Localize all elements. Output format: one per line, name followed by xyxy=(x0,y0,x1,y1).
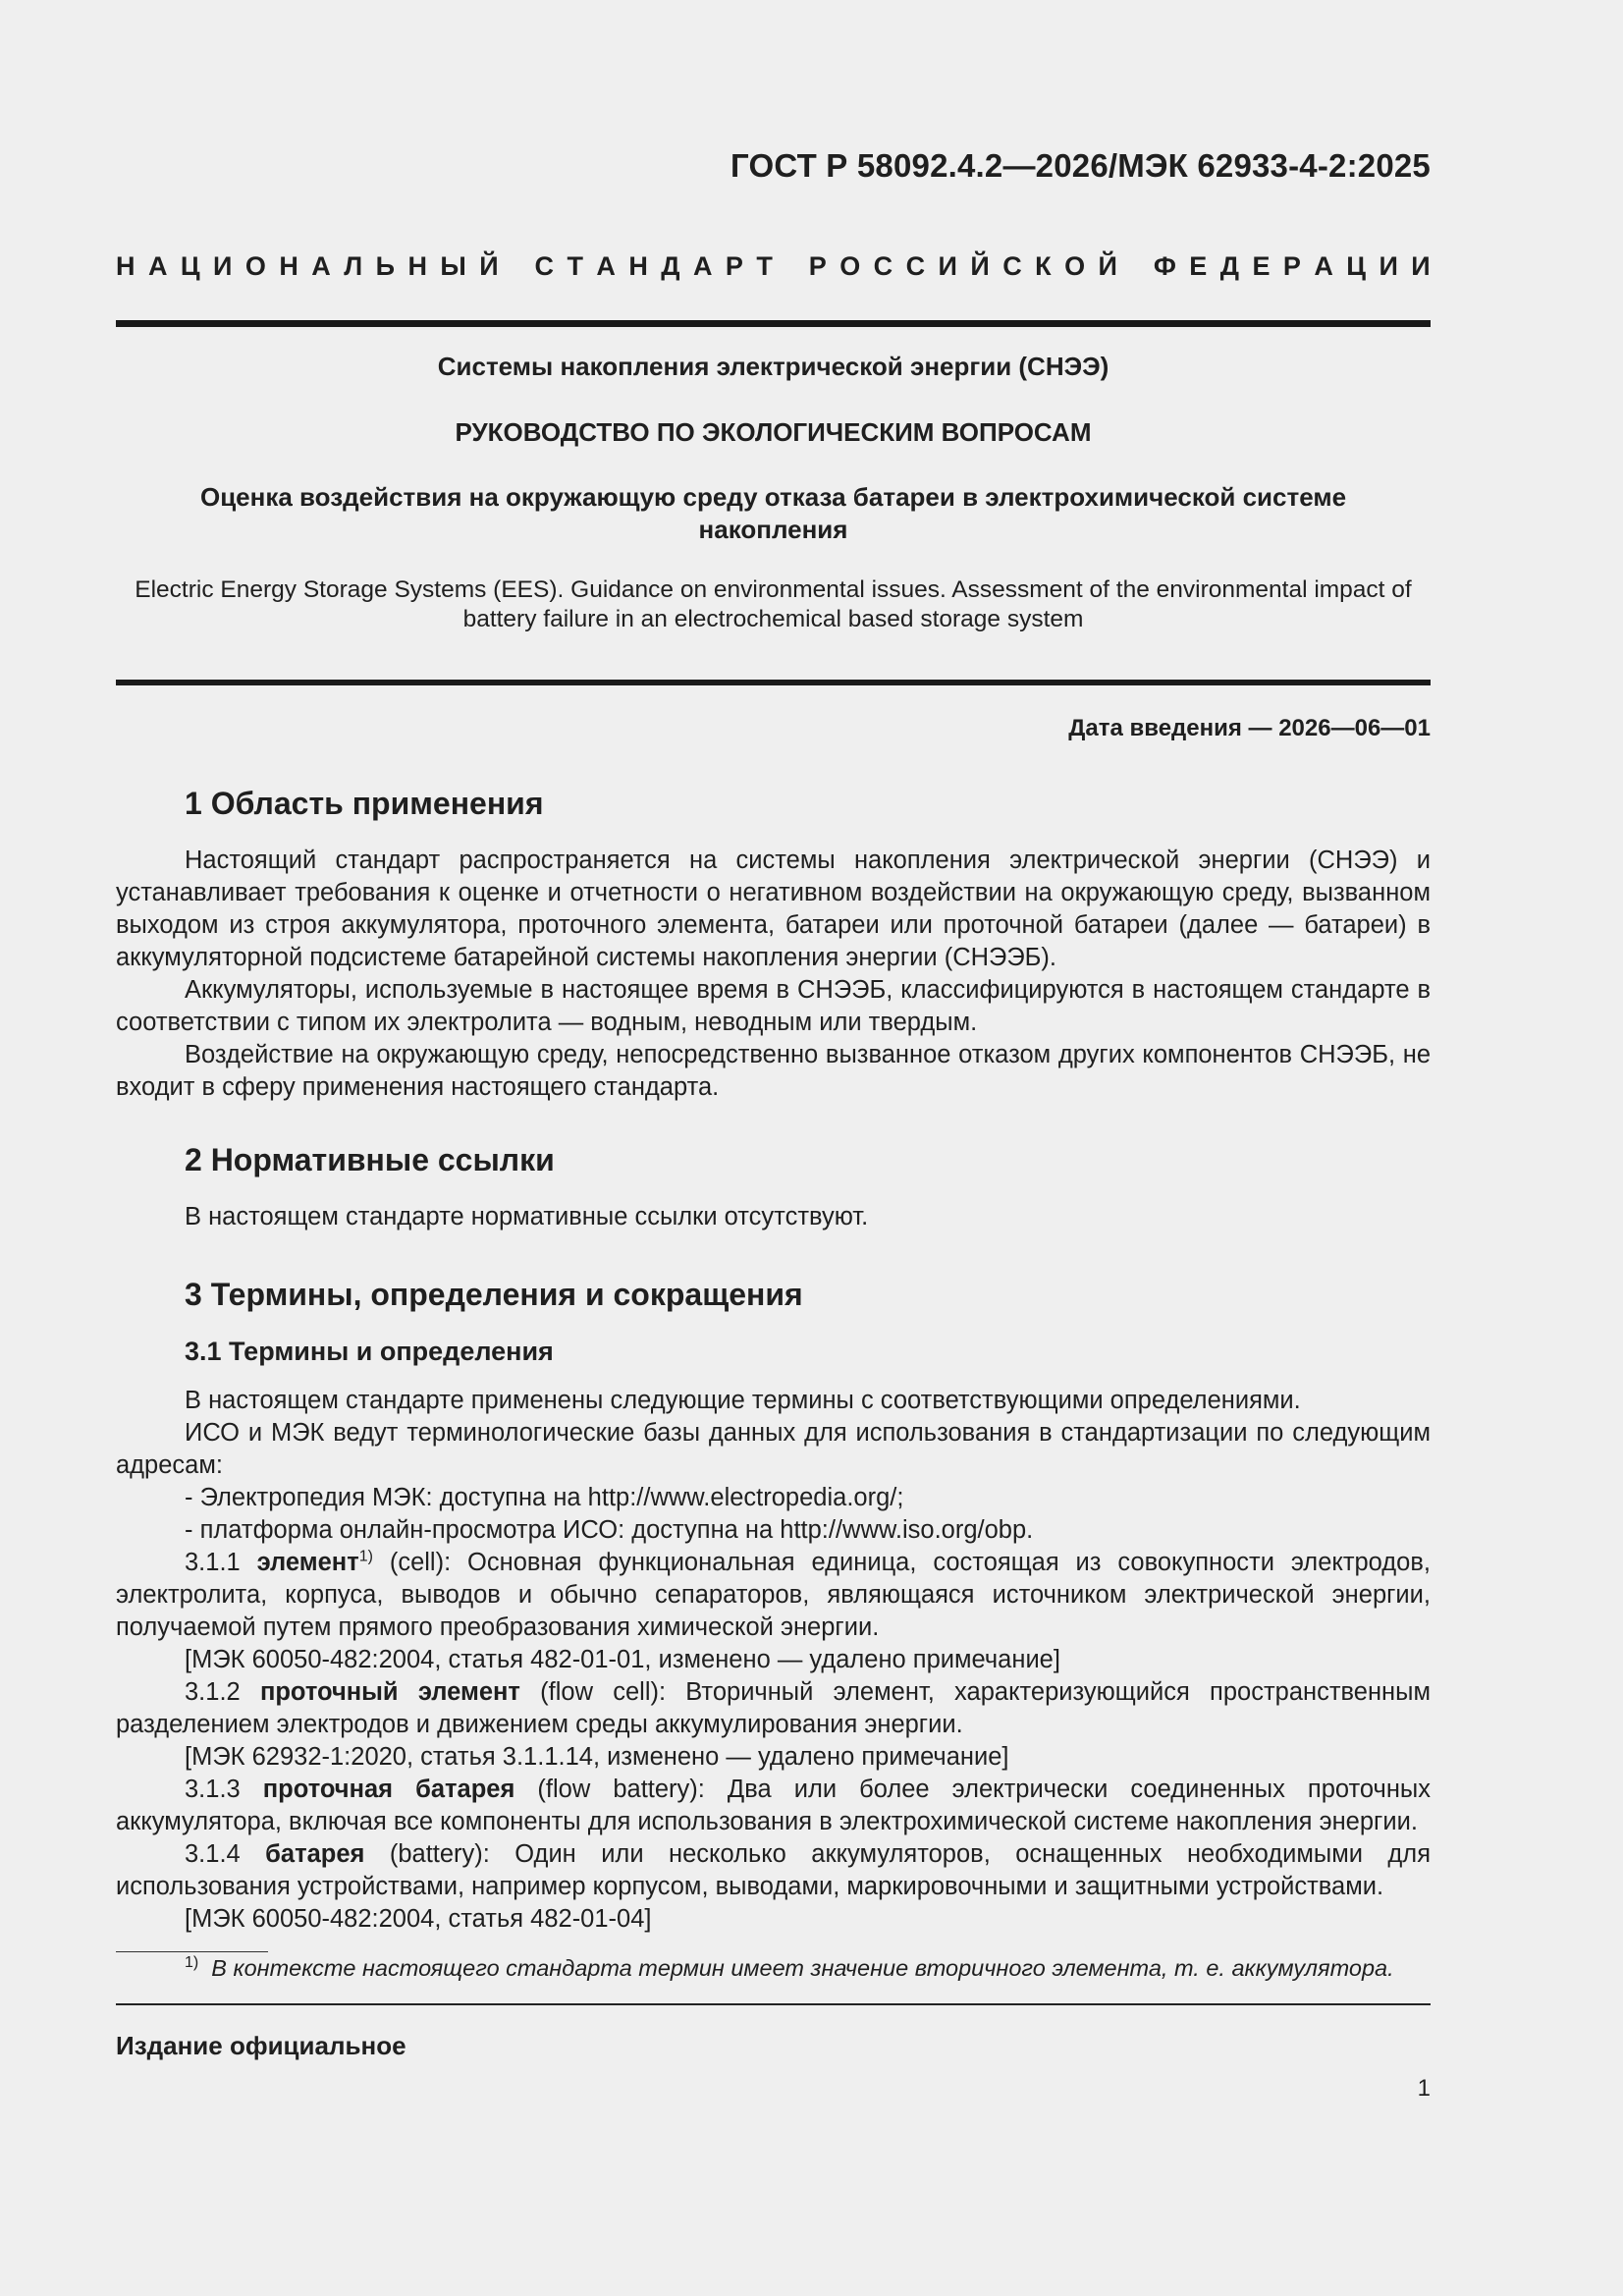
section-1-body xyxy=(116,845,1431,1104)
letter-gap xyxy=(512,251,521,282)
spaced-letter: И xyxy=(1411,251,1431,281)
term-3-1-2 xyxy=(116,1676,1431,1741)
spaced-letter: С xyxy=(873,251,893,281)
term-name: батарея xyxy=(265,1840,365,1868)
spaced-letter: И xyxy=(938,251,957,281)
spaced-letter: Д xyxy=(1219,251,1239,281)
section-3-heading: 3 Термины, определения и сокращения xyxy=(185,1277,803,1312)
term-definition: (battery): Один или несколько аккумуляторов, оснащенных необходимыми для использования устройствами, например корпусом, выводами, маркировочными и защитными устройствами. xyxy=(116,1840,1431,1900)
url-list-item: - платформа онлайн-просмотра ИСО: доступна на http://www.iso.org/obp. xyxy=(185,1516,1034,1544)
footnote-reference: 1) xyxy=(358,1548,373,1565)
spaced-letter: Й xyxy=(970,251,990,281)
term-number: 3.1.1 xyxy=(185,1549,257,1576)
term-number: 3.1.2 xyxy=(185,1678,260,1706)
spaced-letter: А xyxy=(147,251,168,281)
top-rule xyxy=(116,320,1431,327)
spaced-letter: Е xyxy=(1189,251,1208,281)
standard-designation: ГОСТ Р 58092.4.2—2026/МЭК 62933-4-2:2025 xyxy=(730,147,1431,184)
term-number: 3.1.3 xyxy=(185,1776,263,1803)
term-definition: (flow battery): Два или более электрически соединенных проточных аккумулятора, включая все компоненты для использования в электрохимической системе накопления энергии. xyxy=(116,1776,1431,1835)
spaced-letter: Н xyxy=(116,251,135,281)
spaced-letter: А xyxy=(311,251,331,281)
spaced-letter: А xyxy=(596,251,616,281)
footnote-text: В контексте настоящего стандарта термин имеет значение вторичного элемента, т. е. аккумулятора. xyxy=(211,1955,1394,1981)
term-3-1-3 xyxy=(116,1774,1431,1838)
spaced-letter: Ь xyxy=(375,251,396,281)
title-line-1: Системы накопления электрической энергии (СНЭЭ) xyxy=(437,352,1109,381)
spaced-letter: Н xyxy=(279,251,298,281)
term-name: проточная батарея xyxy=(262,1776,515,1803)
section-3-body xyxy=(116,1385,1431,1936)
letter-gap xyxy=(785,251,795,282)
spaced-letter: О xyxy=(1064,251,1086,281)
section-1-paragraph: Воздействие на окружающую среду, непосредственно вызванное отказом других компонентов СНЭЭБ, не входит в сферу применения настоящего стандарта. xyxy=(116,1041,1431,1101)
term-definition: (cell): Основная функциональная единица, состоящая из совокупности электродов, электролита, корпуса, выводов и обычно сепараторов, являющаяся источником электрической энергии, получаемой путем прямого преобразования химической энергии. xyxy=(116,1549,1431,1641)
letter-gap xyxy=(1130,251,1140,282)
spaced-letter: Т xyxy=(567,251,583,281)
national-standard-heading xyxy=(116,251,1431,282)
document-page xyxy=(116,0,1431,2296)
spaced-letter: Ф xyxy=(1153,251,1176,281)
footnote xyxy=(185,1955,1431,1982)
official-edition-label: Издание официальное xyxy=(116,2031,406,2060)
spaced-letter: С xyxy=(1002,251,1022,281)
spaced-letter: Н xyxy=(628,251,648,281)
spaced-letter: Ц xyxy=(180,251,200,281)
title-line-2: РУКОВОДСТВО ПО ЭКОЛОГИЧЕСКИМ ВОПРОСАМ xyxy=(455,417,1092,447)
spaced-letter: И xyxy=(1379,251,1398,281)
footnote-separator xyxy=(116,1951,268,1952)
footnote-mark: 1) xyxy=(185,1954,199,1972)
section-1-paragraph: Настоящий стандарт распространяется на системы накопления электрической энергии (СНЭЭ) и устанавливает требования к оценке и отчетности о негативном воздействии на окружающую среду, вызванном выходом из строя аккумулятора, проточного элемента, батареи или проточной батареи (далее — батареи) в аккумуляторной подсистеме батарейной системы накопления энергии (СНЭЭБ). xyxy=(116,847,1431,971)
section-2-paragraph: В настоящем стандарте нормативные ссылки отсутствуют. xyxy=(185,1203,869,1230)
title-line-3: Оценка воздействия на окружающую среду отказа батареи в электрохимической системе накопления xyxy=(199,482,1347,544)
term-source: [МЭК 62932-1:2020, статья 3.1.1.14, изменено — удалено примечание] xyxy=(185,1743,1009,1771)
term-3-1-4 xyxy=(116,1838,1431,1903)
date-of-introduction: Дата введения — 2026—06—01 xyxy=(1068,715,1431,741)
spaced-letter: С xyxy=(534,251,555,281)
spaced-letter: Л xyxy=(344,251,363,281)
title-bottom-rule xyxy=(116,680,1431,685)
spaced-letter: С xyxy=(905,251,926,281)
term-number: 3.1.4 xyxy=(185,1840,266,1868)
term-3-1-1 xyxy=(116,1547,1431,1644)
spaced-letter: Д xyxy=(661,251,680,281)
spaced-letter: Й xyxy=(479,251,499,281)
spaced-letter: Ы xyxy=(440,251,466,281)
section-3-paragraph: ИСО и МЭК ведут терминологические базы данных для использования в стандартизации по следующим адресам: xyxy=(116,1419,1431,1479)
term-name: элемент xyxy=(256,1549,359,1576)
spaced-letter: Р xyxy=(808,251,827,281)
url-list-item: - Электропедия МЭК: доступна на http://www.electropedia.org/; xyxy=(185,1484,904,1511)
section-1-paragraph: Аккумуляторы, используемые в настоящее время в СНЭЭБ, классифицируются в настоящем стандарте в соответствии с типом их электролита — водным, неводным или твердым. xyxy=(116,976,1431,1036)
spaced-letter: А xyxy=(692,251,713,281)
term-name: проточный элемент xyxy=(259,1678,520,1706)
spaced-letter: Р xyxy=(1282,251,1301,281)
page-number: 1 xyxy=(1417,2075,1431,2102)
section-3-paragraph: В настоящем стандарте применены следующие термины с соответствующими определениями. xyxy=(185,1387,1301,1414)
spaced-letter: О xyxy=(244,251,266,281)
spaced-letter: Ц xyxy=(1346,251,1367,281)
spaced-letter: О xyxy=(839,251,861,281)
spaced-letter: Н xyxy=(407,251,427,281)
term-definition: (flow cell): Вторичный элемент, характеризующийся пространственным разделением электродов и движением среды аккумулирования энергии. xyxy=(116,1678,1431,1738)
spaced-letter: Р xyxy=(725,251,743,281)
term-source: [МЭК 60050-482:2004, статья 482-01-04] xyxy=(185,1905,652,1933)
spaced-letter: Й xyxy=(1098,251,1117,281)
spaced-letter: А xyxy=(1314,251,1333,281)
spaced-letter: Е xyxy=(1252,251,1271,281)
spaced-letter: И xyxy=(213,251,233,281)
spaced-letter: Т xyxy=(756,251,773,281)
spaced-letter: К xyxy=(1035,251,1052,281)
section-2-heading: 2 Нормативные ссылки xyxy=(185,1142,555,1177)
title-english: Electric Energy Storage Systems (EES). Guidance on environmental issues. Assessment of the environmental impact of battery failure in an electrochemical based storage system xyxy=(135,576,1412,632)
section-1-heading: 1 Область применения xyxy=(185,786,544,821)
term-source: [МЭК 60050-482:2004, статья 482-01-01, изменено — удалено примечание] xyxy=(185,1646,1060,1673)
section-2-body xyxy=(116,1201,1431,1233)
footer-rule xyxy=(116,2003,1431,2005)
subsection-3-1-heading: 3.1 Термины и определения xyxy=(185,1337,554,1366)
